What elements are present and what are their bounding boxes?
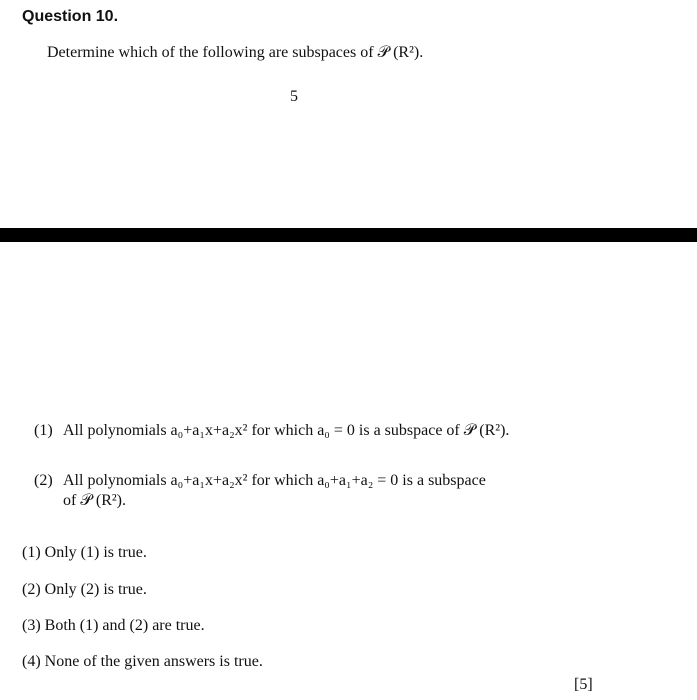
statement-2	[34, 471, 594, 511]
question-title: Question 10.	[22, 8, 119, 25]
statement-1	[34, 421, 594, 441]
prompt-text: Determine which of the following are subspaces of	[47, 44, 378, 61]
page-number: 5	[290, 88, 298, 105]
statement-number: (2)	[34, 472, 53, 489]
statement-text: All polynomials a₀+a₁x+a₂x² for which a₀ = 0 is a subspace of 𝒫 (R²).	[63, 422, 510, 439]
question-prompt	[47, 44, 423, 62]
statement-text-line1: All polynomials a₀+a₁x+a₂x² for which a₀+a₁+a₂ = 0 is a subspace	[63, 472, 486, 489]
black-divider-bar	[0, 228, 697, 242]
polynomial-space: 𝒫 (R²).	[377, 44, 424, 61]
answer-option-2[interactable]: (2) Only (2) is true.	[22, 581, 147, 598]
statement-text-line2: of 𝒫 (R²).	[63, 492, 126, 509]
answer-option-4[interactable]: (4) None of the given answers is true.	[22, 653, 263, 670]
marks-label: [5]	[574, 676, 593, 693]
answer-option-1[interactable]: (1) Only (1) is true.	[22, 544, 147, 561]
answer-option-3[interactable]: (3) Both (1) and (2) are true.	[22, 617, 205, 634]
statement-number: (1)	[34, 422, 53, 439]
